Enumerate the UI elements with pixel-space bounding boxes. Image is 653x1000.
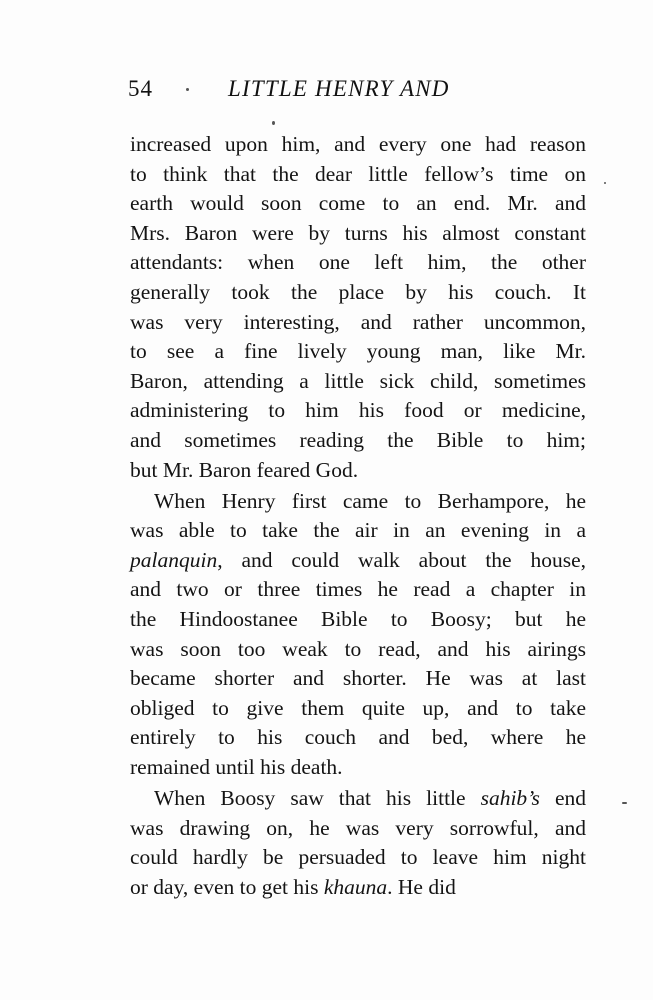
text-line	[130, 278, 586, 308]
text-line	[130, 367, 586, 397]
text-segment: , and could walk about the house,	[217, 547, 586, 572]
text-segment: earth would soon come to an end. Mr. and	[130, 191, 586, 216]
text-line	[130, 814, 586, 844]
text-line	[130, 873, 586, 903]
text-segment: increased upon him, and every one had reason	[130, 132, 586, 156]
text-line	[130, 605, 586, 635]
text-line	[130, 546, 586, 576]
text-segment: end	[539, 786, 586, 811]
text-segment: administering to him his food or medicine,	[130, 398, 586, 423]
text-segment: to see a fine lively young man, like Mr.	[130, 339, 586, 364]
text-segment: and sometimes reading the Bible to him;	[130, 427, 586, 452]
text-line	[130, 130, 586, 160]
text-segment: obliged to give them quite up, and to take	[130, 695, 586, 720]
text-segment: was very interesting, and rather uncommon,	[130, 309, 586, 334]
text-line	[130, 753, 586, 783]
text-segment: Baron, attending a little sick child, sometimes	[130, 368, 586, 393]
text-segment: entirely to his couch and bed, where he	[130, 725, 586, 750]
text-line	[130, 396, 586, 426]
text-segment: was soon too weak to read, and his airings	[130, 636, 586, 661]
text-line	[130, 337, 586, 367]
text-line	[130, 160, 586, 190]
text-line	[130, 784, 586, 814]
text-line	[130, 575, 586, 605]
italic-word: palanquin	[130, 547, 218, 572]
scan-speck	[186, 88, 189, 91]
text-segment: was drawing on, he was very sorrowful, and	[130, 815, 586, 840]
scan-speck	[622, 802, 627, 804]
page-number: 54	[128, 76, 153, 101]
running-head	[128, 76, 588, 108]
text-segment: remained until his death.	[130, 754, 343, 779]
text-segment: became shorter and shorter. He was at last	[130, 666, 586, 691]
scan-speck	[604, 182, 606, 184]
text-line	[130, 694, 586, 724]
text-line	[130, 426, 586, 456]
text-segment: . He did	[387, 874, 456, 899]
text-line	[130, 456, 586, 486]
text-segment: When Boosy saw that his little	[154, 786, 481, 811]
text-segment: or day, even to get his	[130, 874, 324, 899]
body-text	[130, 130, 586, 902]
text-line	[130, 635, 586, 665]
text-segment: generally took the place by his couch. It	[130, 279, 586, 304]
text-line	[130, 843, 586, 873]
scan-speck	[272, 121, 275, 125]
text-segment: and two or three times he read a chapter in	[130, 577, 586, 602]
running-title: LITTLE HENRY AND	[228, 76, 450, 101]
text-line	[130, 723, 586, 753]
text-segment: the Hindoostanee Bible to Boosy; but he	[130, 607, 586, 631]
text-line	[130, 516, 586, 546]
text-segment: could hardly be persuaded to leave him night	[130, 845, 586, 870]
text-line	[130, 664, 586, 694]
text-segment: to think that the dear little fellow’s time on	[130, 161, 586, 186]
italic-word: sahib’s	[480, 786, 540, 811]
text-segment: When Henry first came to Berhampore, he	[154, 488, 586, 513]
text-line	[130, 189, 586, 219]
italic-word: khauna	[323, 874, 388, 899]
text-segment: but Mr. Baron feared God.	[130, 457, 359, 482]
text-segment: attendants: when one left him, the other	[130, 250, 586, 275]
text-segment: was able to take the air in an evening in a	[130, 518, 586, 543]
text-line	[130, 248, 586, 278]
text-segment: Mrs. Baron were by turns his almost constant	[130, 220, 586, 245]
text-line	[130, 487, 586, 517]
text-line	[130, 308, 586, 338]
text-line	[130, 219, 586, 249]
